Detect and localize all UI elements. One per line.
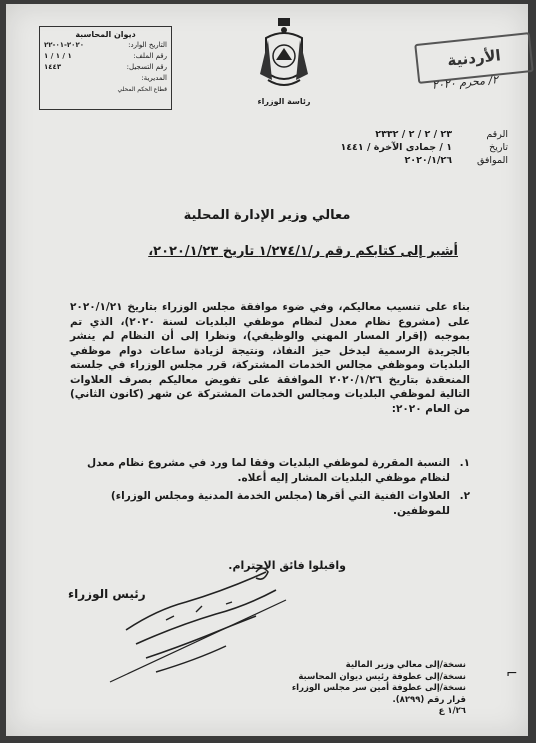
list-item-number: ١. xyxy=(459,457,470,469)
letter-page xyxy=(6,4,528,736)
reference-block xyxy=(208,128,508,167)
stamp-text: الأردنية xyxy=(446,46,502,70)
reference-value: ١ / جمادى الآخرة / ١٤٤١ xyxy=(340,142,452,153)
reference-label: الموافق xyxy=(476,155,508,166)
reference-value: ٢٠٢٠/١/٢٦ xyxy=(404,155,452,166)
copy-line: نسخة/إلى عطوفة رئيس ديوان المحاسبة xyxy=(298,671,466,682)
copy-line: نسخة/إلى عطوفة أمين سر مجلس الوزراء xyxy=(291,683,466,693)
registry-row xyxy=(44,73,167,84)
copy-line: ١/٢٦ ع xyxy=(438,706,466,716)
registry-label: التاريخ الوارد: xyxy=(128,41,167,49)
list-item-text: العلاوات الفنية التي أقرها (مجلس الخدمة المدنية ومجلس الوزراء) للموظفين. xyxy=(110,490,450,517)
registry-row xyxy=(44,62,167,73)
reference-label: الرقم xyxy=(486,129,508,140)
subject-line: أشير إلى كتابكم رقم ر/١/٢٧٤/١ تاريخ ٢٠٢٠/١/٢٣، xyxy=(148,244,458,259)
list-item-number: ٢. xyxy=(459,490,470,502)
registry-row xyxy=(44,51,167,62)
registry-value: ١٤٤٣ xyxy=(44,63,62,71)
reference-line xyxy=(208,154,508,167)
coat-of-arms-icon xyxy=(254,14,314,112)
registry-stamp-box xyxy=(39,26,172,110)
copies-list xyxy=(246,660,466,718)
reference-value: ٢٣ / ٢ / ٢ / ٢٣٣٢ xyxy=(375,129,452,140)
margin-mark-icon: ⌐ xyxy=(506,666,518,682)
registry-title: ديوان المحاسبة xyxy=(75,30,136,39)
addressee: معالي وزير الإدارة المحلية xyxy=(183,208,351,223)
registry-label: رقم التسجيل: xyxy=(126,63,167,71)
reference-label: تاريخ xyxy=(489,142,508,153)
registry-label: المديرية: xyxy=(141,74,167,82)
registry-row xyxy=(44,40,167,51)
reference-line xyxy=(208,128,508,141)
list-item xyxy=(75,489,470,518)
reference-line xyxy=(208,141,508,154)
list-item-text: النسبة المقررة لموظفي البلديات وفقا لما ورد في مشروع نظام معدل لنظام موظفي البلديات المشار إليه أعلاه. xyxy=(87,457,450,484)
copy-line: نسخة/إلى معالي وزير المالية xyxy=(345,660,466,670)
list-item xyxy=(75,456,470,485)
registry-footer: قطاع الحكم المحلي xyxy=(117,86,167,93)
closing-line: واقبلوا فائق الاحترام. xyxy=(228,559,346,572)
crest-caption: رئاسة الوزراء xyxy=(257,97,311,106)
registry-label: رقم الملف: xyxy=(133,52,167,60)
registry-value: ١ / ١ / ١ xyxy=(44,52,72,60)
signer-title: رئيس الوزراء xyxy=(68,587,146,601)
decision-list xyxy=(75,456,470,522)
stamp-date: ٢/ محرم ٢٠٢٠ xyxy=(431,73,499,92)
copy-line: قرار رقم (٨٢٩٩). xyxy=(392,694,466,705)
registry-value: ٢٠٢٠-٠١-٢٢ xyxy=(44,41,84,49)
body-paragraph: بناء على تنسيب معاليكم، وفي ضوء موافقة مجلس الوزراء بتاريخ ٢٠٢٠/١/٢١ على (مشروع نظام معدل لنظام موظفي البلديات لسنة ٢٠٢٠)، الذي تم بموجبه (إقرار المسار المهني والوظيفي)، ونظرا إلى أن النظام لم ينشر بالجريدة الرسمية ليدخل حيز النفاذ، ونتيجة لزيادة ساعات دوام موظفي البلديات وموظفي مجالس الخدمات المشتركة، قرر مجلس الوزراء في جلسته المنعقدة بتاريخ ٢٠٢٠/١/٢٦ الموافقة على تفويض معاليكم بصرف العلاوات التالية لموظفي البلديات ومجالس الخدمات المشتركة عن شهر (كانون الثاني) من العام ٢٠٢٠: xyxy=(70,301,470,415)
